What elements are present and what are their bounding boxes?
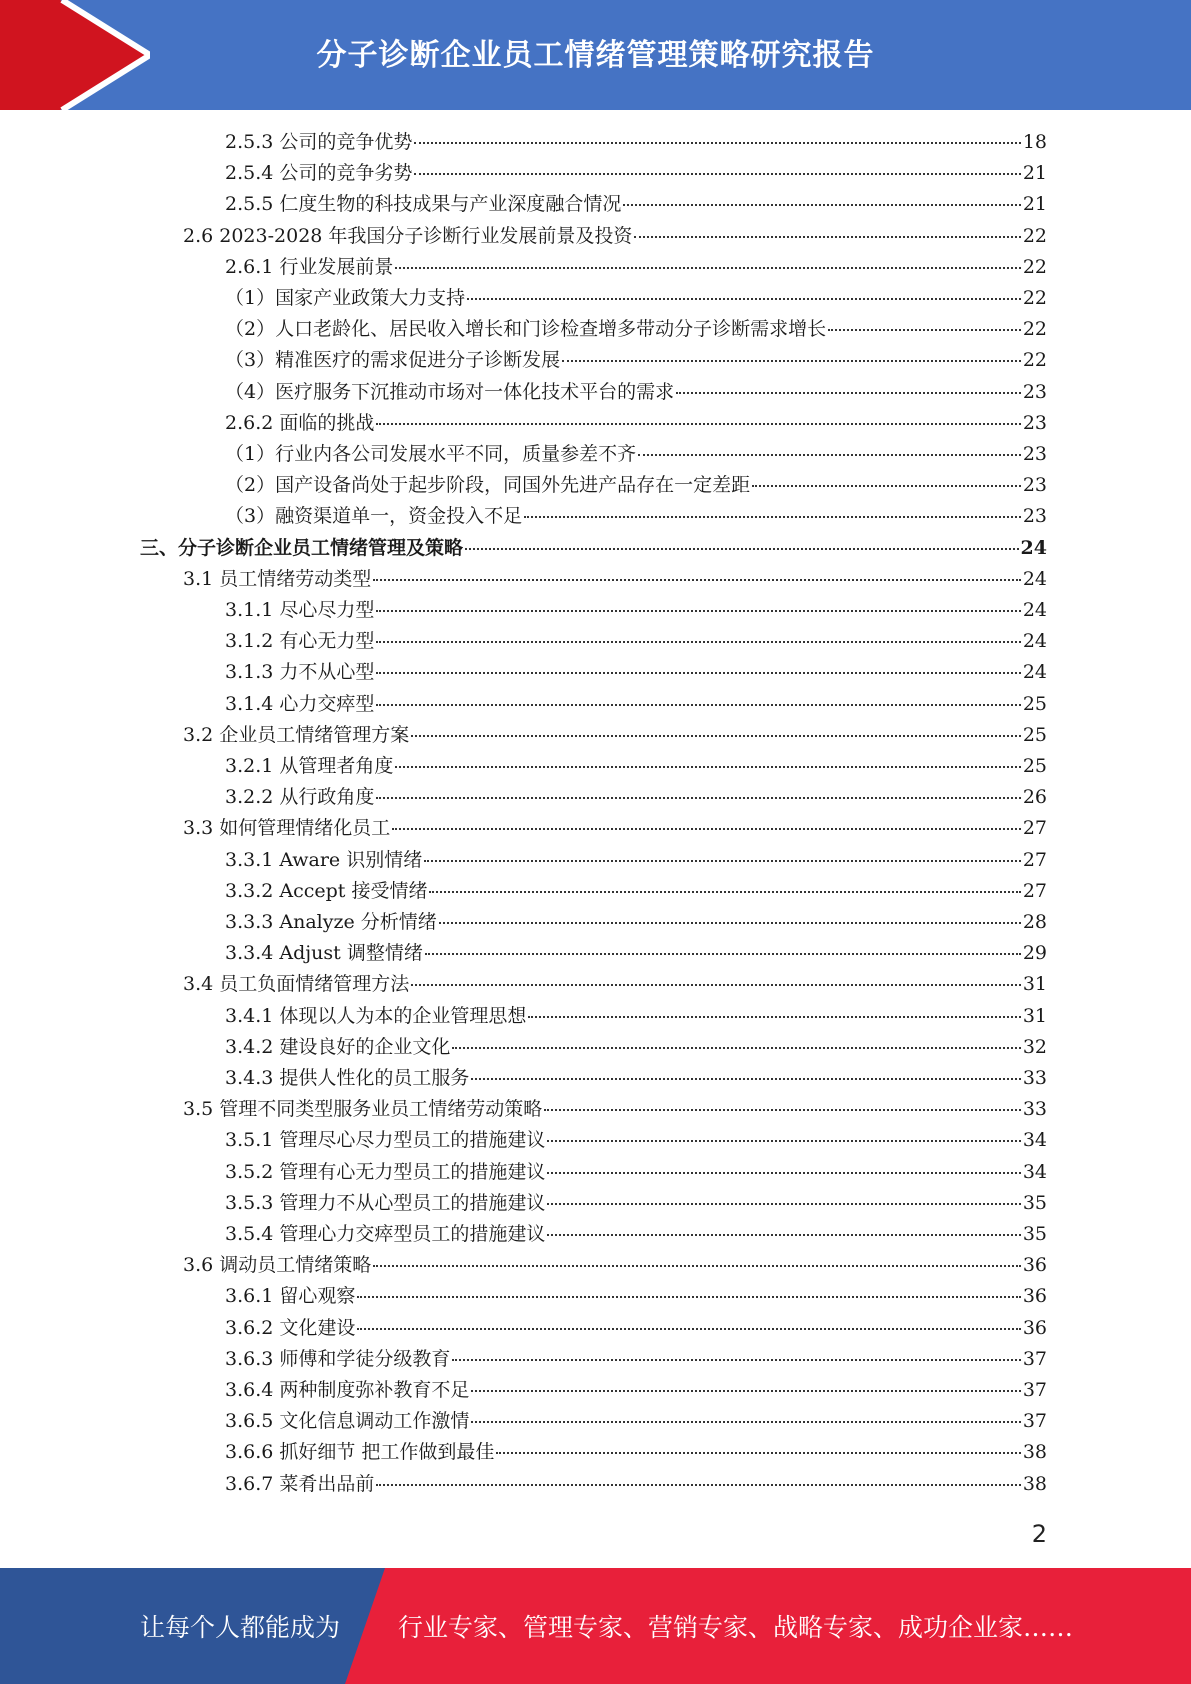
- toc-entry-title: 3.4.1 体现以人为本的企业管理思想: [225, 1004, 527, 1027]
- toc-dot-leader: [528, 1016, 1020, 1018]
- toc-dot-leader: [376, 797, 1020, 799]
- toc-entry[interactable]: [225, 782, 1047, 813]
- toc-dot-leader: [376, 672, 1020, 674]
- toc-dot-leader: [634, 236, 1020, 238]
- toc-entry[interactable]: [225, 1219, 1047, 1250]
- toc-dot-leader: [524, 516, 1021, 518]
- toc-entry-title: 3.6.2 文化建设: [225, 1316, 356, 1339]
- toc-entry-page: 35: [1022, 1223, 1047, 1245]
- toc-entry-title: 2.6.1 行业发展前景: [225, 255, 394, 278]
- toc-entry-page: 36: [1022, 1254, 1047, 1277]
- toc-dot-leader: [357, 1328, 1020, 1330]
- toc-dot-leader: [452, 1047, 1020, 1049]
- toc-entry-page: 32: [1022, 1035, 1047, 1058]
- toc-entry-title: 3.3.4 Adjust 调整情绪: [225, 942, 423, 965]
- toc-entry-title: 3.6.1 留心观察: [225, 1285, 356, 1308]
- toc-dot-leader: [562, 360, 1021, 362]
- toc-entry-title: 3.6 调动员工情绪策略: [183, 1254, 372, 1277]
- toc-dot-leader: [452, 1359, 1020, 1361]
- toc-entry-page: 29: [1022, 942, 1047, 965]
- toc-entry[interactable]: [225, 127, 1047, 158]
- toc-entry-page: 34: [1022, 1129, 1047, 1152]
- page-footer: [0, 1568, 1191, 1684]
- toc-entry[interactable]: [225, 1406, 1047, 1437]
- toc-dot-leader: [376, 610, 1020, 612]
- toc-entry-page: 22: [1022, 224, 1047, 247]
- toc-entry-title: 3.1.4 心力交瘁型: [225, 692, 375, 715]
- toc-entry-page: 37: [1022, 1410, 1047, 1433]
- toc-entry[interactable]: [225, 1281, 1047, 1312]
- toc-entry-title: 3.5.4 管理心力交瘁型员工的措施建议: [225, 1223, 546, 1245]
- toc-entry[interactable]: [225, 1469, 1047, 1500]
- toc-dot-leader: [752, 485, 1021, 487]
- toc-entry-title: 2.5.4 公司的竞争劣势: [225, 162, 413, 185]
- toc-entry-page: 24: [1022, 567, 1047, 590]
- toc-entry[interactable]: [183, 1094, 1047, 1125]
- toc-entry[interactable]: [225, 1188, 1047, 1219]
- toc-entry-title: （2）国产设备尚处于起步阶段，同国外先进产品存在一定差距: [225, 474, 751, 497]
- toc-entry-page: 26: [1022, 786, 1047, 809]
- toc-dot-leader: [467, 298, 1021, 300]
- toc-dot-leader: [424, 860, 1021, 862]
- toc-entry[interactable]: [225, 1157, 1047, 1188]
- toc-entry[interactable]: [225, 1063, 1047, 1094]
- toc-entry-page: 36: [1022, 1285, 1047, 1308]
- toc-entry-page: 35: [1022, 1191, 1047, 1214]
- toc-entry-title: 2.6.2 面临的挑战: [225, 411, 375, 434]
- toc-entry-page: 24: [1022, 630, 1047, 653]
- toc-dot-leader: [544, 1109, 1021, 1111]
- toc-dot-leader: [411, 735, 1021, 737]
- toc-entry-title: 3.3.3 Analyze 分析情绪: [225, 911, 437, 933]
- toc-entry-page: 21: [1022, 162, 1047, 185]
- toc-entry[interactable]: [183, 969, 1047, 1000]
- toc-dot-leader: [471, 1390, 1020, 1392]
- toc-entry-title: 2.5.3 公司的竞争优势: [225, 131, 413, 153]
- toc-dot-leader: [414, 173, 1020, 175]
- toc-dot-leader: [547, 1203, 1020, 1205]
- toc-dot-leader: [471, 1078, 1020, 1080]
- toc-dot-leader: [373, 579, 1021, 581]
- toc-entry-title: 3.2.2 从行政角度: [225, 786, 375, 809]
- toc-dot-leader: [411, 984, 1021, 986]
- toc-entry[interactable]: [225, 1313, 1047, 1344]
- toc-entry[interactable]: [225, 907, 1047, 938]
- footer-slogan-left: 让每个人都能成为: [140, 1613, 341, 1642]
- toc-entry-page: 18: [1022, 131, 1047, 153]
- toc-entry-title: 3.6.7 菜肴出品前: [225, 1472, 375, 1495]
- toc-entry[interactable]: [225, 845, 1047, 876]
- toc-entry-page: 23: [1022, 474, 1047, 497]
- toc-entry-page: 22: [1022, 287, 1047, 309]
- toc-dot-leader: [828, 329, 1021, 331]
- toc-dot-leader: [395, 267, 1020, 269]
- toc-dot-leader: [623, 204, 1020, 206]
- toc-entry-title: （2）人口老龄化、居民收入增长和门诊检查增多带动分子诊断需求增长: [225, 318, 827, 341]
- toc-dot-leader: [425, 953, 1021, 955]
- toc-entry[interactable]: [225, 158, 1047, 189]
- toc-entry[interactable]: [225, 283, 1047, 314]
- toc-entry-page: 23: [1022, 443, 1047, 465]
- toc-dot-leader: [676, 392, 1021, 394]
- toc-entry-title: 3.5.2 管理有心无力型员工的措施建议: [225, 1160, 546, 1183]
- toc-entry[interactable]: [225, 1437, 1047, 1468]
- toc-entry[interactable]: [225, 657, 1047, 688]
- toc-dot-leader: [376, 704, 1020, 706]
- toc-entry-title: 3.3.2 Accept 接受情绪: [225, 879, 428, 902]
- toc-entry-page: 21: [1022, 193, 1047, 216]
- toc-entry[interactable]: [225, 252, 1047, 283]
- toc-entry-title: （1）国家产业政策大力支持: [225, 287, 466, 309]
- toc-entry-page: 31: [1022, 1004, 1047, 1027]
- toc-entry-page: 25: [1022, 755, 1047, 777]
- toc-entry[interactable]: [225, 1344, 1047, 1375]
- toc-entry[interactable]: [225, 1032, 1047, 1063]
- toc-entry-title: 3.1.3 力不从心型: [225, 661, 375, 684]
- toc-entry[interactable]: [225, 1125, 1047, 1156]
- toc-entry-page: 24: [1020, 536, 1047, 559]
- toc-entry-title: 2.5.5 仁度生物的科技成果与产业深度融合情况: [225, 193, 622, 216]
- toc-dot-leader: [547, 1140, 1020, 1142]
- toc-entry-page: 22: [1022, 349, 1047, 372]
- document-title: 分子诊断企业员工情绪管理策略研究报告: [316, 38, 875, 73]
- toc-entry-page: 38: [1022, 1472, 1047, 1495]
- toc-entry-title: （1）行业内各公司发展水平不同，质量参差不齐: [225, 443, 637, 465]
- toc-entry[interactable]: [225, 1375, 1047, 1406]
- toc-entry-page: 22: [1022, 318, 1047, 341]
- toc-entry-page: 33: [1022, 1098, 1047, 1121]
- toc-entry[interactable]: [225, 470, 1047, 501]
- toc-entry-title: 3.3.1 Aware 识别情绪: [225, 848, 423, 871]
- toc-dot-leader: [376, 641, 1020, 643]
- toc-entry-title: 3.6.5 文化信息调动工作激情: [225, 1410, 470, 1433]
- toc-entry[interactable]: [225, 1001, 1047, 1032]
- page-header: [0, 0, 1191, 110]
- toc-entry[interactable]: [183, 564, 1047, 595]
- toc-entry[interactable]: [225, 595, 1047, 626]
- toc-dot-leader: [395, 766, 1020, 768]
- page-number: 2: [1031, 1520, 1047, 1548]
- toc-entry-page: 24: [1022, 661, 1047, 684]
- toc-entry-title: 3.5.1 管理尽心尽力型员工的措施建议: [225, 1129, 546, 1152]
- toc-entry-title: （3）融资渠道单一，资金投入不足: [225, 505, 523, 528]
- toc-dot-leader: [429, 891, 1020, 893]
- toc-entry-page: 37: [1022, 1347, 1047, 1370]
- toc-entry[interactable]: [225, 876, 1047, 907]
- toc-entry-page: 38: [1022, 1441, 1047, 1464]
- toc-entry-page: 27: [1022, 817, 1047, 840]
- toc-dot-leader: [471, 1421, 1020, 1423]
- toc-entry-title: 三、分子诊断企业员工情绪管理及策略: [140, 536, 464, 559]
- toc-entry[interactable]: [183, 1250, 1047, 1281]
- toc-entry-page: 23: [1022, 411, 1047, 434]
- toc-dot-leader: [496, 1452, 1020, 1454]
- toc-entry[interactable]: [225, 938, 1047, 969]
- toc-dot-leader: [414, 142, 1020, 144]
- toc-entry-title: 3.4.2 建设良好的企业文化: [225, 1035, 451, 1058]
- toc-entry-title: 3.2.1 从管理者角度: [225, 755, 394, 777]
- toc-entry-page: 36: [1022, 1316, 1047, 1339]
- toc-entry-title: 3.6.3 师傅和学徒分级教育: [225, 1347, 451, 1370]
- toc-dot-leader: [638, 454, 1021, 456]
- toc-entry-title: （3）精准医疗的需求促进分子诊断发展: [225, 349, 561, 372]
- toc-dot-leader: [547, 1172, 1020, 1174]
- toc-entry[interactable]: [225, 314, 1047, 345]
- toc-entry-page: 22: [1022, 255, 1047, 278]
- toc-entry[interactable]: [225, 501, 1047, 532]
- toc-dot-leader: [357, 1296, 1020, 1298]
- toc-dot-leader: [376, 1484, 1020, 1486]
- toc-entry[interactable]: [183, 813, 1047, 844]
- toc-entry-page: 33: [1022, 1067, 1047, 1089]
- toc-entry-page: 23: [1022, 505, 1047, 528]
- toc-dot-leader: [547, 1234, 1020, 1236]
- toc-entry-page: 24: [1022, 599, 1047, 621]
- toc-entry[interactable]: [183, 720, 1047, 751]
- toc-entry[interactable]: [225, 408, 1047, 439]
- toc-dot-leader: [465, 548, 1019, 550]
- toc-entry[interactable]: [183, 221, 1047, 252]
- toc-entry-title: 3.6.4 两种制度弥补教育不足: [225, 1379, 470, 1401]
- toc-dot-leader: [439, 922, 1021, 924]
- toc-entry[interactable]: [225, 751, 1047, 782]
- toc-entry-title: 3.1.2 有心无力型: [225, 630, 375, 653]
- toc-dot-leader: [373, 1265, 1021, 1267]
- toc-entry-page: 37: [1022, 1379, 1047, 1401]
- toc-entry[interactable]: [225, 345, 1047, 376]
- toc-entry[interactable]: [225, 689, 1047, 720]
- toc-entry-title: 3.1.1 尽心尽力型: [225, 599, 375, 621]
- toc-entry-title: 3.4 员工负面情绪管理方法: [183, 973, 410, 996]
- toc-entry-page: 27: [1022, 879, 1047, 902]
- toc-entry-title: 3.5.3 管理力不从心型员工的措施建议: [225, 1191, 546, 1214]
- toc-entry-title: 3.3 如何管理情绪化员工: [183, 817, 391, 840]
- toc-entry-title: 3.5 管理不同类型服务业员工情绪劳动策略: [183, 1098, 543, 1121]
- toc-dot-leader: [392, 828, 1021, 830]
- toc-entry-title: 3.6.6 抓好细节 把工作做到最佳: [225, 1441, 495, 1464]
- toc-entry-title: 2.6 2023-2028 年我国分子诊断行业发展前景及投资: [183, 224, 633, 247]
- toc-entry-page: 31: [1022, 973, 1047, 996]
- toc-entry-title: 3.1 员工情绪劳动类型: [183, 567, 372, 590]
- toc-entry-page: 27: [1022, 848, 1047, 871]
- footer-slogan-right: 行业专家、管理专家、营销专家、战略专家、成功企业家……: [398, 1613, 1074, 1642]
- toc-entry[interactable]: [225, 377, 1047, 408]
- toc-entry[interactable]: [225, 626, 1047, 657]
- toc-entry-page: 25: [1022, 723, 1047, 746]
- toc-entry-title: 3.2 企业员工情绪管理方案: [183, 723, 410, 746]
- toc-entry[interactable]: [225, 189, 1047, 220]
- toc-entry[interactable]: [225, 439, 1047, 470]
- toc-entry[interactable]: [140, 533, 1047, 564]
- toc-entry-title: （4）医疗服务下沉推动市场对一体化技术平台的需求: [225, 380, 675, 403]
- toc-entry-page: 34: [1022, 1160, 1047, 1183]
- toc-entry-page: 28: [1022, 911, 1047, 933]
- toc-entry-page: 25: [1022, 692, 1047, 715]
- toc-dot-leader: [376, 423, 1020, 425]
- toc-entry-title: 3.4.3 提供人性化的员工服务: [225, 1067, 470, 1089]
- toc-entry-page: 23: [1022, 380, 1047, 403]
